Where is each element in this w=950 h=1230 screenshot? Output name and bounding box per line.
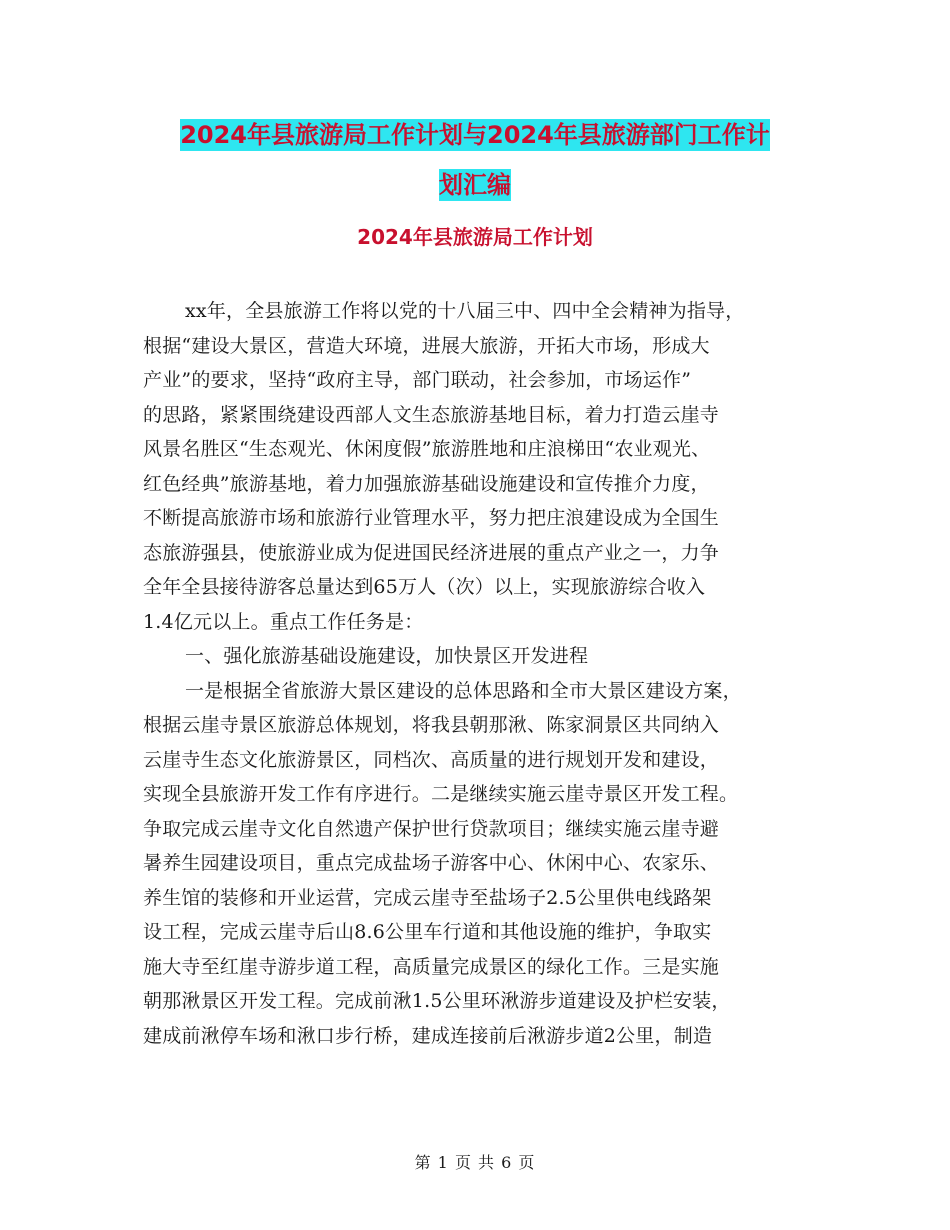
paragraph-line: 设工程，完成云崖寺后山8.6公里车行道和其他设施的维护，争取实 [143,921,712,943]
paragraph-line: 实现全县旅游开发工作有序进行。二是继续实施云崖寺景区开发工程。 [143,783,739,805]
paragraph-line: 风景名胜区“生态观光、休闲度假”旅游胜地和庄浪梯田“农业观光、 [143,438,711,460]
paragraph-line: 根据“建设大景区，营造大环境，进展大旅游，开拓大市场，形成大 [143,334,710,357]
paragraph-line: 一是根据全省旅游大景区建设的总体思路和全市大景区建设方案， [185,679,742,702]
heading-line: 一、强化旅游基础设施建设，加快景区开发进程 [185,645,589,667]
paragraph-line: xx年，全县旅游工作将以党的十八届三中、四中全会精神为指导， [185,300,745,322]
document-title-line-2: 划汇编 [439,171,511,199]
document-title-line-1: 2024年县旅游局工作计划与2024年县旅游部门工作计 [180,121,770,149]
paragraph-line: 建成前湫停车场和湫口步行桥，建成连接前后湫游步道2公里，制造 [143,1024,713,1047]
paragraph-line: 产业”的要求，坚持“政府主导，部门联动，社会参加，市场运作” [143,369,692,391]
document-body [143,294,813,1053]
paragraph-line: 暑养生园建设项目，重点完成盐场子游客中心、休闲中心、农家乐、 [143,852,720,874]
paragraph-line: 红色经典”旅游基地，着力加强旅游基础设施建设和宣传推介力度， [143,472,710,495]
section-title: 2024年县旅游局工作计划 [357,225,593,249]
page-number-footer: 第 1 页 共 6 页 [414,1153,536,1172]
paragraph-line: 全年全县接待游客总量达到65万人（次）以上，实现旅游综合收入 [143,576,706,598]
paragraph-line: 养生馆的装修和开业运营，完成云崖寺至盐场子2.5公里供电线路架 [143,886,712,909]
paragraph-line: 的思路，紧紧围绕建设西部人文生态旅游基地目标，着力打造云崖寺 [143,403,720,426]
paragraph-line: 争取完成云崖寺文化自然遗产保护世行贷款项目；继续实施云崖寺避 [143,817,720,840]
paragraph-line: 1.4亿元以上。重点工作任务是： [143,610,424,633]
paragraph-line: 态旅游强县，使旅游业成为促进国民经济进展的重点产业之一，力争 [143,541,720,564]
paragraph-line: 云崖寺生态文化旅游景区，同档次、高质量的进行规划开发和建设， [143,748,720,771]
paragraph-line: 根据云崖寺景区旅游总体规划，将我县朝那湫、陈家洞景区共同纳入 [143,714,720,736]
paragraph-line: 施大寺至红崖寺游步道工程，高质量完成景区的绿化工作。三是实施 [143,955,720,978]
paragraph-line: 朝那湫景区开发工程。完成前湫1.5公里环湫游步道建设及护栏安装， [143,990,731,1012]
paragraph-line: 不断提高旅游市场和旅游行业管理水平，努力把庄浪建设成为全国生 [143,507,720,529]
document-title [0,110,950,210]
